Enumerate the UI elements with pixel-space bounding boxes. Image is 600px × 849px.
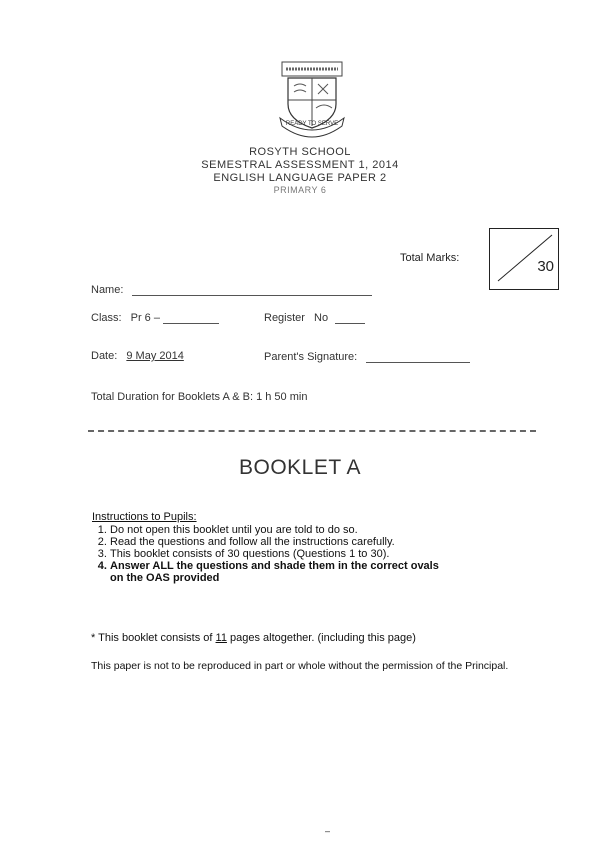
crest-motto: READY TO SERVE xyxy=(285,121,339,127)
copyright-note: This paper is not to be reproduced in part or whole without the permission of the Principal. xyxy=(91,660,509,672)
instruction-item: 2. Read the questions and follow all the instructions carefully. xyxy=(110,536,450,548)
divider xyxy=(88,430,536,432)
instruction-item: 4. Answer ALL the questions and shade them in the correct ovals on the OAS provided xyxy=(110,560,450,584)
school-name: ROSYTH SCHOOL xyxy=(249,146,351,158)
pages-count: 11 xyxy=(215,632,227,644)
class-line xyxy=(163,311,219,324)
page-number: – xyxy=(325,826,331,836)
instructions-title: Instructions to Pupils: xyxy=(92,511,197,523)
paper-title: ENGLISH LANGUAGE PAPER 2 xyxy=(213,172,387,184)
signature-label: Parent's Signature: xyxy=(264,351,358,363)
name-label: Name: xyxy=(91,284,124,296)
pages-note-suffix: pages altogether. (including this page) xyxy=(230,632,416,644)
instruction-item: 3. This booklet consists of 30 questions (Questions 1 to 30). xyxy=(110,548,450,560)
pages-note-prefix: * This booklet consists of xyxy=(91,632,213,644)
register-row xyxy=(264,311,365,324)
register-no-label: No xyxy=(314,312,329,324)
instructions xyxy=(92,511,450,584)
assessment-title: SEMESTRAL ASSESSMENT 1, 2014 xyxy=(201,159,399,171)
signature-line xyxy=(366,350,470,363)
total-marks-box xyxy=(489,228,559,290)
instruction-item: 1. Do not open this booklet until you are told to do so. xyxy=(110,524,450,536)
date-row xyxy=(91,350,184,362)
name-line xyxy=(132,283,372,296)
duration-text: Total Duration for Booklets A & B: 1 h 50 min xyxy=(91,391,308,403)
booklet-title: BOOKLET A xyxy=(239,456,361,479)
date-label: Date: xyxy=(91,350,118,362)
register-line xyxy=(335,311,365,324)
name-row xyxy=(91,283,372,296)
date-value: 9 May 2014 xyxy=(126,350,184,362)
total-marks-value: 30 xyxy=(537,258,554,275)
school-crest xyxy=(276,60,348,138)
total-marks-label: Total Marks: xyxy=(400,252,460,264)
class-label: Class: xyxy=(91,312,122,324)
class-value: Pr 6 – xyxy=(130,312,160,324)
class-row xyxy=(91,311,219,324)
level-title: PRIMARY 6 xyxy=(273,185,327,195)
signature-row xyxy=(264,350,470,363)
pages-note xyxy=(91,632,416,644)
instructions-list xyxy=(92,524,450,584)
register-label: Register xyxy=(264,312,305,324)
